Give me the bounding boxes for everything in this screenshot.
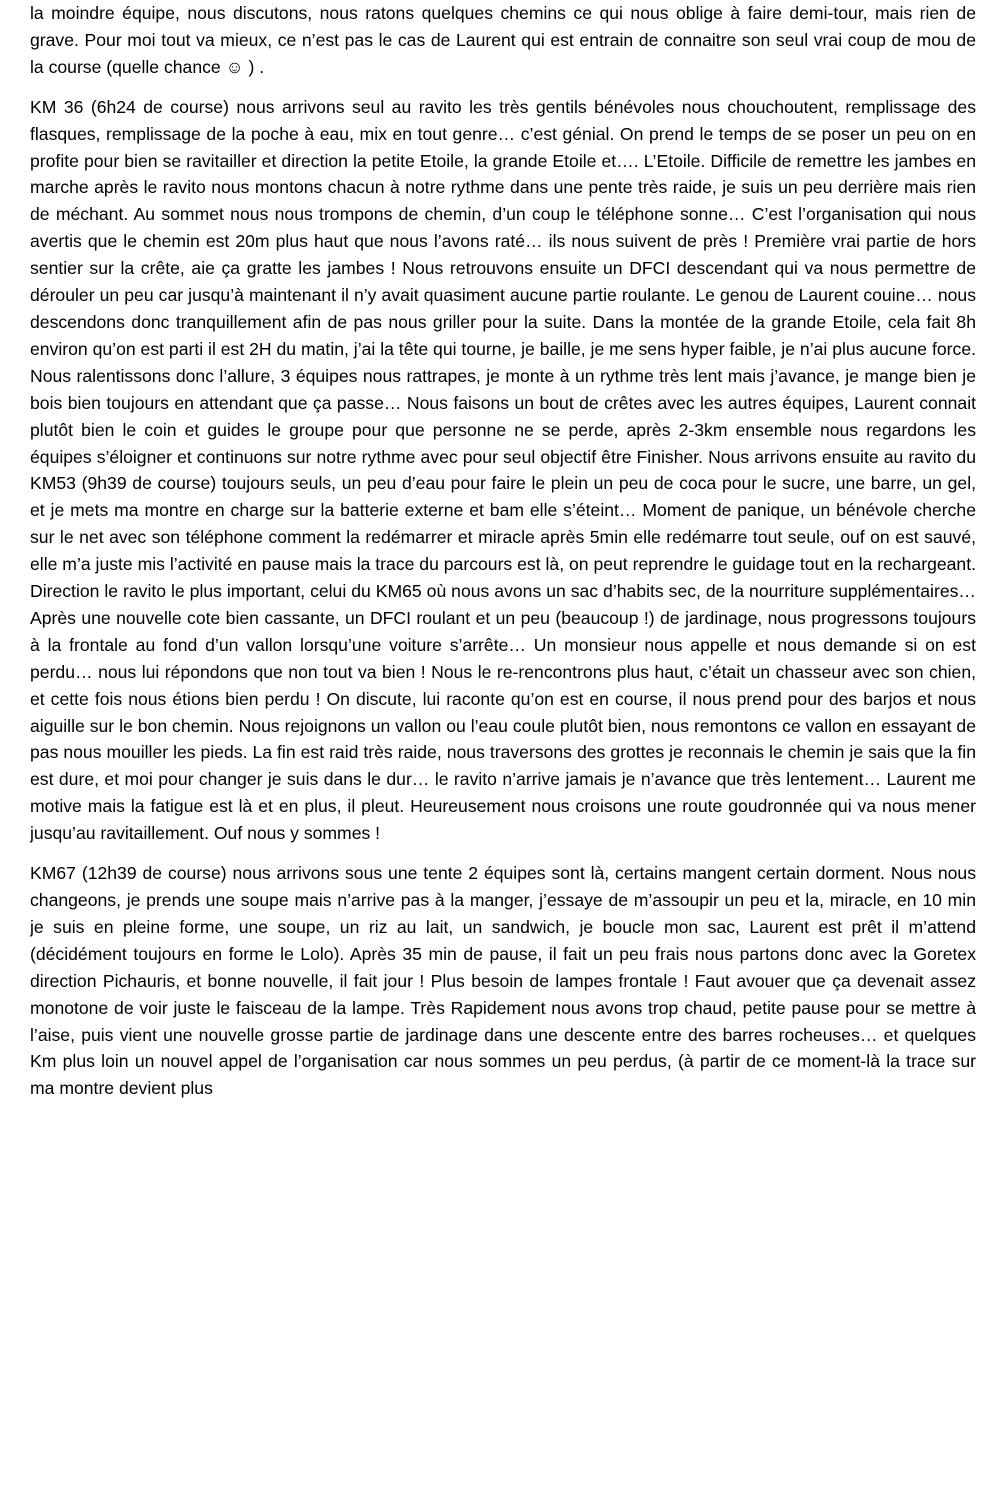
paragraph-continuation: la moindre équipe, nous discutons, nous ratons quelques chemins ce qui nous oblige à faire demi-tour, mais rien de grave. Pour moi tout va mieux, ce n’est pas le cas de Laurent qui est entrain de connaitre son seul vrai coup de mou de la course (quelle chance ☺ ) .	[30, 3, 976, 77]
paragraph-km67: KM67 (12h39 de course) nous arrivons sous une tente 2 équipes sont là, certains mangent certain dorment. Nous nous changeons, je prends une soupe mais n’arrive pas à la manger, j’essaye de m’assoupir un peu et la, miracle, en 10 min je suis en pleine forme, une soupe, un riz au lait, un sandwich, je boucle mon sac, Laurent est prêt il m’attend (décidément toujours en forme le Lolo). Après 35 min de pause, il fait un peu frais nous partons donc avec la Goretex direction Pichauris, et bonne nouvelle, il fait jour ! Plus besoin de lampes frontale ! Faut avouer que ça devenait assez monotone de voir juste le faisceau de la lampe. Très Rapidement nous avons trop chaud, petite pause pour se mettre à l’aise, puis vient une nouvelle grosse partie de jardinage dans une descente entre des barres rocheuses… et quelques Km plus loin un nouvel appel de l’organisation car nous sommes un peu perdus, (à partir de ce moment-là la trace sur ma montre devient plus	[30, 863, 976, 1099]
document-page	[30, 0, 976, 1485]
paragraph-km36: KM 36 (6h24 de course) nous arrivons seul au ravito les très gentils bénévoles nous chouchoutent, remplissage des flasques, remplissage de la poche à eau, mix en tout genre… c’est génial. On prend le temps de se poser un peu on en profite pour bien se ravitailler et direction la petite Etoile, la grande Etoile et…. L’Etoile. Difficile de remettre les jambes en marche après le ravito nous montons chacun à notre rythme dans une pente très raide, je suis un peu derrière mais rien de méchant. Au sommet nous nous trompons de chemin, d’un coup le téléphone sonne… C’est l’organisation qui nous avertis que le chemin est 20m plus haut que nous l’avons raté… ils nous suivent de près ! Première vrai partie de hors sentier sur la crête, aie ça gratte les jambes ! Nous retrouvons ensuite un DFCI descendant qui va nous permettre de dérouler un peu car jusqu’à maintenant il n’y avait quasiment aucune partie roulante. Le genou de Laurent couine… nous descendons donc tranquillement afin de pas nous griller pour la suite. Dans la montée de la grande Etoile, cela fait 8h environ qu’on est parti il est 2H du matin, j’ai la tête qui tourne, je baille, je me sens hyper faible, je n’ai plus aucune force. Nous ralentissons donc l’allure, 3 équipes nous rattrapes, je monte à un rythme très lent mais j’avance, je mange bien je bois bien toujours en attendant que ça passe… Nous faisons un bout de crêtes avec les autres équipes, Laurent connait plutôt bien le coin et guides le groupe pour que personne ne se perde, après 2-3km ensemble nous regardons les équipes s’éloigner et continuons sur notre rythme avec pour seul objectif être Finisher. Nous arrivons ensuite au ravito du KM53 (9h39 de course) toujours seuls, un peu d’eau pour faire le plein un peu de coca pour le sucre, une barre, un gel, et je mets ma montre en charge sur la batterie externe et bam elle s’éteint… Moment de panique, un bénévole cherche sur le net avec son téléphone comment la redémarrer et miracle après 5min elle redémarre tout seule, ouf on est sauvé, elle m’a juste mis l’activité en pause mais la trace du parcours est là, on peut reprendre le guidage tout en la rechargeant. Direction le ravito le plus important, celui du KM65 où nous avons un sac d’habits sec, de la nourriture supplémentaires… Après une nouvelle cote bien cassante, un DFCI roulant et un peu (beaucoup !) de jardinage, nous progressons toujours à la frontale au fond d’un vallon lorsqu’une voiture s’arrête… Un monsieur nous appelle et nous demande si on est perdu… nous lui répondons que non tout va bien ! Nous le re-rencontrons plus haut, c’était un chasseur avec son chien, et cette fois nous étions bien perdu ! On discute, lui raconte qu’on est en course, il nous prend pour des barjos et nous aiguille sur le bon chemin. Nous rejoignons un vallon ou l’eau coule plutôt bien, nous remontons ce vallon en essayant de pas nous mouiller les pieds. La fin est raid très raide, nous traversons des grottes je reconnais le chemin je sais que la fin est dure, et moi pour changer je suis dans le dur… le ravito n’arrive jamais je n’avance que très lentement… Laurent me motive mais la fatigue est là et en plus, il pleut. Heureusement nous croisons une route goudronnée qui va nous mener jusqu’au ravitaillement. Ouf nous y sommes !	[30, 96, 976, 844]
